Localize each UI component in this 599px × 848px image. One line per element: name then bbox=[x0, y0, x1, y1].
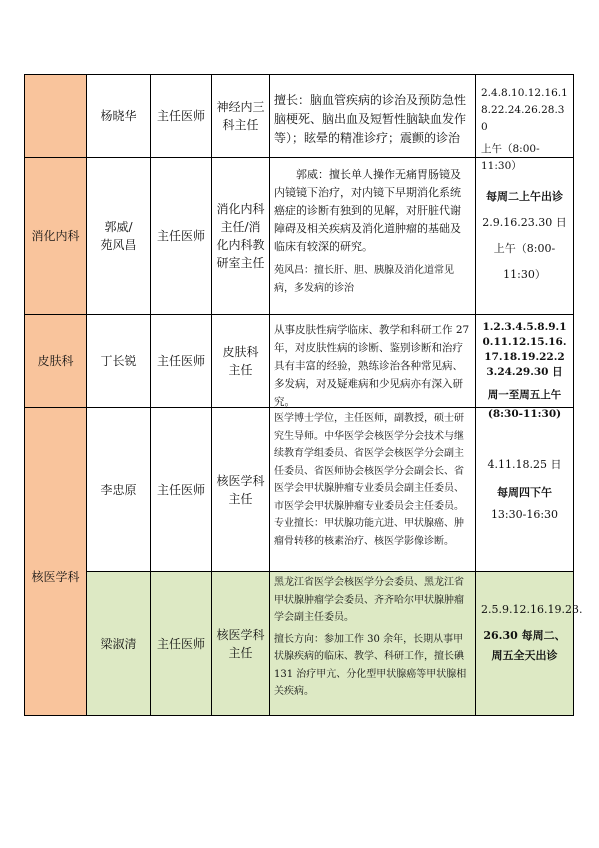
doctor-title: 主任医师 bbox=[151, 572, 212, 716]
doctor-description: 郭威：擅长单人操作无痛胃肠镜及内镜镜下治疗，对内镜下早期消化系统癌症的诊断有独到的见解，对肝脏代谢障碍及相关疾病及消化道肿瘤的基础及临床有较深的研究。 苑风昌：擅长肝、胆、胰腺及消化道常见病，多发病的诊治 bbox=[270, 158, 476, 315]
clinic-schedule: 1.2.3.4.5.8.9.10.11.12.15.16.17.18.19.22.23.24.29.30 日 周一至周五上午 (8:30-11:30) bbox=[476, 315, 574, 408]
doctor-title: 主任医师 bbox=[151, 158, 212, 315]
doctor-description: 医学博士学位，主任医师，副教授，硕士研究生导师。中华医学会核医学分会技术与继续教育学组委员、省医学会核医学分会副主任委员、省医师协会核医学分会副会长、省医学会甲状腺肿瘤专业委员会副主任委员、市医学会甲状腺肿瘤专业委员会主任委员。 专业擅长：甲状腺功能亢进、甲状腺癌、肿瘤骨转移的核素治疗、核医学影像诊断。 bbox=[270, 408, 476, 572]
doctor-name: 梁淑清 bbox=[87, 572, 151, 716]
doctor-description: 从事皮肤性病学临床、教学和科研工作 27 年，对皮肤性病的诊断、鉴别诊断和治疗具有丰富的经验，熟练诊治各种常见病、多发病，对及疑难病和少见病亦有深入研究。 bbox=[270, 315, 476, 408]
clinic-schedule: 每周二上午出诊 2.9.16.23.30 日 上午（8:00-11:30） bbox=[476, 158, 574, 315]
doctor-position: 核医学科主任 bbox=[212, 572, 270, 716]
doctor-description: 黑龙江省医学会核医学分会委员、黑龙江省甲状腺肿瘤学会委员、齐齐哈尔甲状腺肿瘤学会副主任委员。 擅长方向：参加工作 30 余年，长期从事甲状腺疾病的临床、教学、科研工作，擅长碘 131 治疗甲亢、分化型甲状腺癌等甲状腺相关疾病。 bbox=[270, 572, 476, 716]
doctor-name: 郭威/苑风昌 bbox=[87, 158, 151, 315]
doctor-name: 杨晓华 bbox=[87, 74, 151, 158]
doctor-name: 丁长锐 bbox=[87, 315, 151, 408]
clinic-schedule: 2.5.9.12.16.19.23. 26.30 每周二、周五全天出诊 bbox=[476, 572, 574, 716]
dept-gastro: 消化内科 bbox=[24, 158, 87, 315]
clinic-schedule: 2.4.8.10.12.16.18.22.24.26.28.30 上午（8:00-11:30） bbox=[476, 74, 574, 158]
dept-derm: 皮肤科 bbox=[24, 315, 87, 408]
doctor-name: 李忠原 bbox=[87, 408, 151, 572]
clinic-schedule: 4.11.18.25 日 每周四下午 13:30-16:30 bbox=[476, 408, 574, 572]
dept-cell-neuro bbox=[24, 74, 87, 158]
doctor-position: 核医学科主任 bbox=[212, 408, 270, 572]
doctor-position: 消化内科主任/消化内科教研室主任 bbox=[212, 158, 270, 315]
doctor-title: 主任医师 bbox=[151, 408, 212, 572]
doctor-title: 主任医师 bbox=[151, 315, 212, 408]
dept-nuclear: 核医学科 bbox=[24, 408, 87, 716]
doctor-position: 皮肤科主任 bbox=[212, 315, 270, 408]
doctor-title: 主任医师 bbox=[151, 74, 212, 158]
doctor-position: 神经内三科主任 bbox=[212, 74, 270, 158]
doctor-description: 擅长：脑血管疾病的诊治及预防急性脑梗死、脑出血及短暂性脑缺血发作等）；眩晕的精准诊疗；震颤的诊治 bbox=[270, 74, 476, 158]
